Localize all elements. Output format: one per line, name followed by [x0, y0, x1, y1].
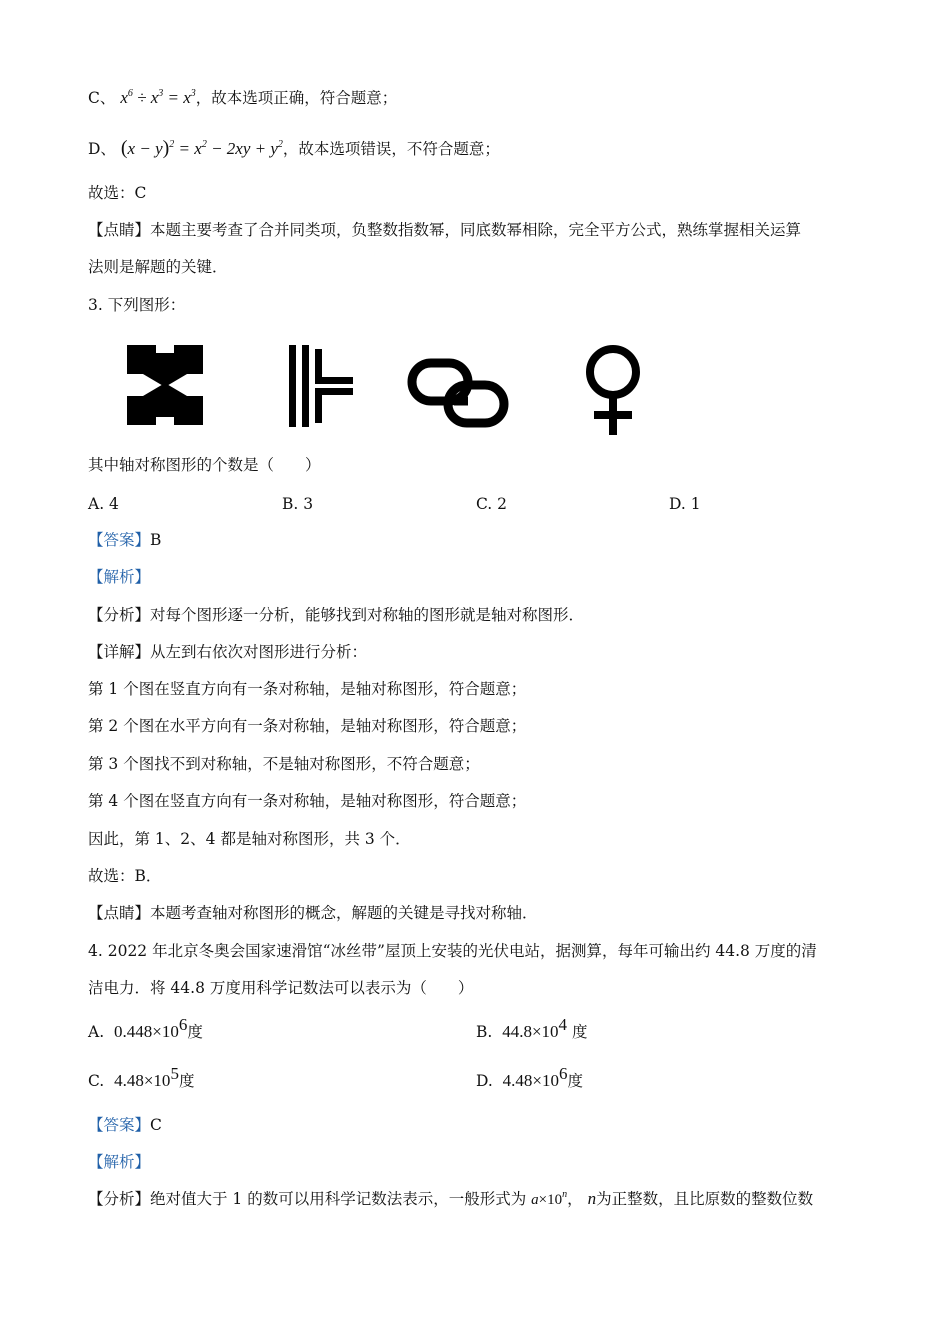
- q3-question: 其中轴对称图形的个数是（ ）: [88, 456, 321, 474]
- q4-analysis-tag: 【解析】: [88, 1153, 151, 1171]
- q3-option-a: A. 4: [88, 495, 119, 513]
- q3-step-1: 第 1 个图在竖直方向有一条对称轴，是轴对称图形，符合题意；: [88, 680, 527, 698]
- q3-step-5: 因此，第 1、2、4 都是轴对称图形，共 3 个．: [88, 830, 411, 848]
- q2-note-2: 法则是解题的关键．: [88, 258, 228, 276]
- formula-d: $(x - y)^2 = x^2 - 2xy + y^2$: [120, 137, 283, 159]
- q3-step-3: 第 3 个图找不到对称轴，不是轴对称图形，不符合题意；: [88, 755, 480, 773]
- q4-option-b: B. $44.8\times 10^4$ 度: [476, 1015, 588, 1041]
- q3-option-d: D. 1: [669, 495, 701, 513]
- q4-stem-1: 4. 2022 年北京冬奥会国家速滑馆“冰丝带”屋顶上安装的光伏电站，据测算，每年可输出约 44.8 万度的清: [88, 942, 817, 960]
- variable-n: n: [587, 1189, 597, 1208]
- q3-step-2: 第 2 个图在水平方向有一条对称轴，是轴对称图形，符合题意；: [88, 717, 527, 735]
- q3-fenxi: 【分析】对每个图形逐一分析，能够找到对称轴的图形就是轴对称图形．: [88, 606, 585, 624]
- q3-option-b: B. 3: [282, 495, 314, 513]
- formula-scientific: $a\times 10^n$: [531, 1189, 568, 1208]
- q4-option-c: C. $4.48\times 10^5$度: [88, 1064, 195, 1090]
- figure-4-venus-symbol: [580, 345, 646, 437]
- q4-answer: 【答案】C: [88, 1116, 162, 1134]
- figure-3-chain-links: [406, 357, 510, 429]
- option-c-line: C、 $x^6 \div x^3 = x^3$，故本选项正确，符合题意；: [88, 88, 398, 107]
- figure-2-bars: [289, 345, 353, 427]
- q3-note: 【点睛】本题考查轴对称图形的概念，解题的关键是寻找对称轴．: [88, 904, 538, 922]
- q2-choice: 故选：C: [88, 184, 147, 202]
- formula-c: $x^6 \div x^3 = x^3$: [120, 88, 196, 107]
- q3-step-4: 第 4 个图在竖直方向有一条对称轴，是轴对称图形，符合题意；: [88, 792, 527, 810]
- q4-option-d: D. $4.48\times 10^6$度: [476, 1064, 584, 1090]
- q4-fenxi: 【分析】绝对值大于 1 的数可以用科学记数法表示，一般形式为 $a\times 10^n$， n为正整数，且比原数的整数位数: [88, 1189, 814, 1208]
- option-d-line: D、 $(x - y)^2 = x^2 - 2xy + y^2$，故本选项错误，不符合题意；: [88, 137, 500, 159]
- q3-answer: 【答案】B: [88, 531, 162, 549]
- q4-option-a: A. $0.448\times 10^6$度: [88, 1015, 203, 1041]
- q3-xiangjie: 【详解】从左到右依次对图形进行分析：: [88, 643, 368, 661]
- q4-stem-2: 洁电力．将 44.8 万度用科学记数法可以表示为（ ）: [88, 979, 474, 997]
- q3-option-c: C. 2: [476, 495, 508, 513]
- q3-analysis-tag: 【解析】: [88, 568, 151, 586]
- figure-1-blocks: [127, 345, 203, 425]
- q3-choice: 故选：B．: [88, 867, 162, 885]
- q3-stem: 3. 下列图形：: [88, 296, 186, 314]
- q2-note-1: 【点睛】本题主要考查了合并同类项，负整数指数幂，同底数幂相除，完全平方公式，熟练掌握相关运算: [88, 221, 802, 239]
